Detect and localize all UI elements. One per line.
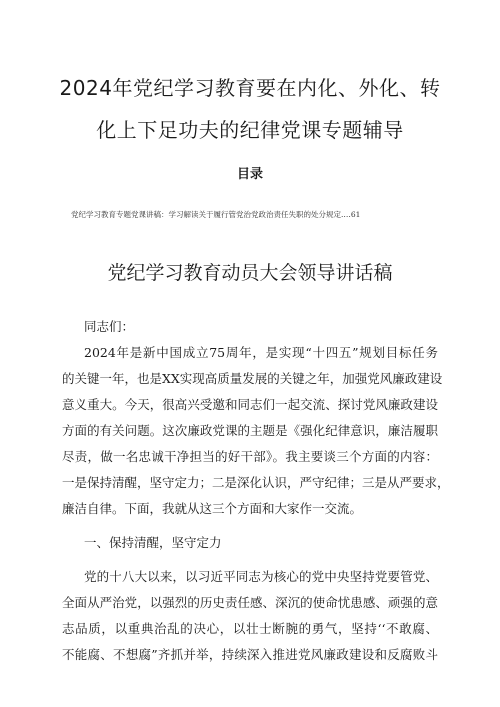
paragraph-line: 志品质，以重典治乱的决心，以壮士断腕的勇气，坚持‘‘不敢腐、	[62, 621, 438, 636]
section-title: 党纪学习教育动员大会领导讲话稿	[107, 262, 393, 284]
document-title-line1: 2024年党纪学习教育要在内化、外化、转	[59, 76, 441, 100]
paragraph-line: 尽责，做一名忠诚干净担当的好干部》。我主要谈三个方面的内容：	[62, 449, 438, 464]
toc-heading: 目录	[236, 167, 263, 182]
paragraph-line: 的关键一年，也是XX实现高质量发展的关键之年，加强党风廉政建设	[62, 371, 443, 386]
salutation: 同志们：	[84, 319, 135, 334]
paragraph-line: 廉洁自律。下面，我就从这三个方面和大家作一交流。	[62, 501, 363, 516]
document-title-line2: 化上下足功夫的纪律党课专题辅导	[96, 118, 404, 142]
toc-entry[interactable]: 党纪学习教育专题党课讲稿：学习解读关于履行管党治党政治责任失职的处分规定.…61	[71, 210, 361, 219]
paragraph-line: 全面从严治党，以强烈的历史责任感、深沉的使命忧患感、顽强的意	[62, 595, 438, 610]
paragraph-line: 党的十八大以来，以习近平同志为核心的党中央坚持党要管党、	[84, 569, 438, 584]
paragraph-line: 2024年是新中国成立75周年，是实现“十四五”规划目标任务	[84, 345, 438, 360]
paragraph-line: 不能腐、不想腐”齐抓并举，持续深入推进党风廉政建设和反腐败斗	[62, 647, 438, 662]
paragraph-line: 方面的有关问题。这次廉政党课的主题是《强化纪律意识，廉洁履职	[62, 423, 438, 438]
paragraph-line: 意义重大。今天，很高兴受邀和同志们一起交流、探讨党风廉政建设	[62, 397, 438, 412]
paragraph-line: 一是保持清醒，坚守定力；二是深化认识，严守纪律；三是从严要求，	[62, 475, 450, 490]
section-heading-1: 一、保持清醒，坚守定力	[84, 535, 222, 550]
